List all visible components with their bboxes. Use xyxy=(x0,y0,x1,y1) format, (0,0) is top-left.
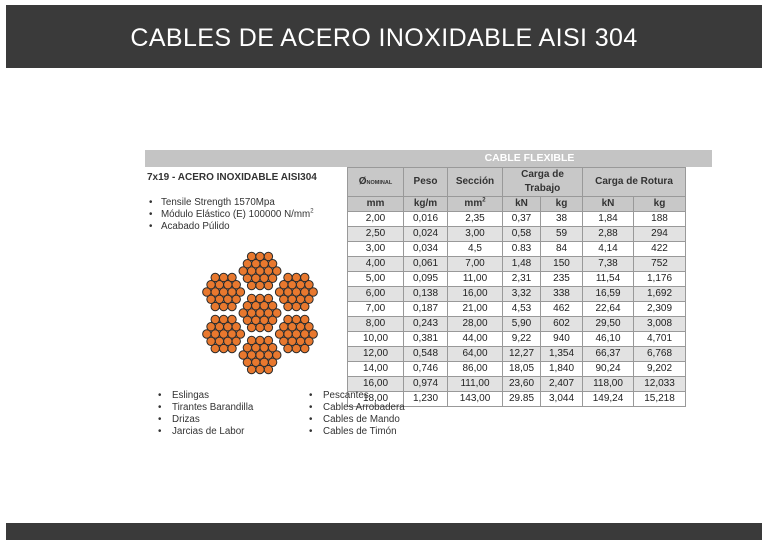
wire-circle xyxy=(232,323,240,331)
table-cell: 1,230 xyxy=(404,392,448,407)
table-cell: 12,00 xyxy=(348,347,404,362)
table-cell: 4,14 xyxy=(583,242,634,257)
table-cell: 16,00 xyxy=(448,287,503,302)
wire-circle xyxy=(219,273,227,281)
spec-item: • Módulo Elástico (E) 100000 $N/mm^2$ xyxy=(147,209,314,221)
table-cell: 12,033 xyxy=(634,377,686,392)
header-seccion: Sección xyxy=(448,168,503,197)
table-row xyxy=(348,257,686,272)
unit-mm2: $mm^2$ xyxy=(448,197,503,212)
table-row xyxy=(348,287,686,302)
wire-circle xyxy=(284,273,292,281)
wire-circle xyxy=(219,302,227,310)
table-cell: 29.85 xyxy=(503,392,541,407)
table-cell: 22,64 xyxy=(583,302,634,317)
unit-mm: mm xyxy=(348,197,404,212)
spec-item: • Tensile Strength 1570Mpa xyxy=(147,197,314,209)
table-row xyxy=(348,332,686,347)
table-cell: 38 xyxy=(541,212,583,227)
wire-circle xyxy=(284,315,292,323)
table-row xyxy=(348,317,686,332)
table-cell: 86,00 xyxy=(448,362,503,377)
table-cell: 0,095 xyxy=(404,272,448,287)
table-cell: 46,10 xyxy=(583,332,634,347)
table-cell: 0,381 xyxy=(404,332,448,347)
table-cell: 0,034 xyxy=(404,242,448,257)
table-cell: 602 xyxy=(541,317,583,332)
table-cell: 940 xyxy=(541,332,583,347)
table-cell: 0,016 xyxy=(404,212,448,227)
table-cell: 0,187 xyxy=(404,302,448,317)
table-cell: 3,00 xyxy=(348,242,404,257)
cable-cross-section-icon xyxy=(190,243,330,383)
wire-circle xyxy=(264,323,272,331)
table-cell: 6,768 xyxy=(634,347,686,362)
table-cell: 90,24 xyxy=(583,362,634,377)
table-row xyxy=(348,212,686,227)
table-cell: 84 xyxy=(541,242,583,257)
table-cell: 1,692 xyxy=(634,287,686,302)
wire-circle xyxy=(305,281,313,289)
table-cell: 7,38 xyxy=(583,257,634,272)
footer-bar xyxy=(6,523,762,540)
wire-circle xyxy=(228,344,236,352)
table-cell: 1,48 xyxy=(503,257,541,272)
table-row xyxy=(348,347,686,362)
table-units-row xyxy=(348,197,686,212)
table-cell: 3,044 xyxy=(541,392,583,407)
table-cell: 462 xyxy=(541,302,583,317)
wire-circle xyxy=(247,252,255,260)
spec-table xyxy=(347,167,686,407)
wire-circle xyxy=(292,344,300,352)
wire-circle xyxy=(219,315,227,323)
wire-circle xyxy=(292,315,300,323)
table-cell: 14,00 xyxy=(348,362,404,377)
table-cell: 0,061 xyxy=(404,257,448,272)
wire-circle xyxy=(268,302,276,310)
table-cell: 150 xyxy=(541,257,583,272)
table-cell: 11,54 xyxy=(583,272,634,287)
wire-circle xyxy=(256,365,264,373)
table-cell: 2,00 xyxy=(348,212,404,227)
table-cell: 1,354 xyxy=(541,347,583,362)
wire-circle xyxy=(232,281,240,289)
table-cell: 59 xyxy=(541,227,583,242)
table-cell: 0.83 xyxy=(503,242,541,257)
table-cell: 29,50 xyxy=(583,317,634,332)
table-cell: 11,00 xyxy=(448,272,503,287)
table-cell: 23,60 xyxy=(503,377,541,392)
header-bar xyxy=(6,5,762,68)
spec-item: • Acabado Púlido xyxy=(147,221,314,233)
header-diameter: ØNOMINAL xyxy=(348,168,404,197)
table-row xyxy=(348,227,686,242)
table-cell: 0,37 xyxy=(503,212,541,227)
wire-circle xyxy=(256,281,264,289)
table-cell: 1,84 xyxy=(583,212,634,227)
header-carga-trabajo: Carga de Trabajo xyxy=(503,168,583,197)
table-cell: 16,59 xyxy=(583,287,634,302)
application-item: • Cables Arrobadera xyxy=(309,402,405,414)
table-cell: 188 xyxy=(634,212,686,227)
table-cell: 2,35 xyxy=(448,212,503,227)
table-body xyxy=(348,212,686,407)
table-cell: 3,00 xyxy=(448,227,503,242)
table-cell: 9,202 xyxy=(634,362,686,377)
wire-circle xyxy=(305,323,313,331)
wire-circle xyxy=(211,315,219,323)
table-cell: 2,88 xyxy=(583,227,634,242)
unit-kn: kN xyxy=(583,197,634,212)
table-cell: 6,00 xyxy=(348,287,404,302)
table-cell: 3,008 xyxy=(634,317,686,332)
wire-circle xyxy=(256,294,264,302)
page-title: CABLES DE ACERO INOXIDABLE AISI 304 xyxy=(130,24,638,52)
table-cell: 0,58 xyxy=(503,227,541,242)
product-title: 7x19 - ACERO INOXIDABLE AISI304 xyxy=(147,172,317,183)
table-cell: 111,00 xyxy=(448,377,503,392)
spec-list xyxy=(147,197,314,233)
table-header-row xyxy=(348,168,686,197)
wire-circle xyxy=(256,323,264,331)
table-cell: 118,00 xyxy=(583,377,634,392)
table-cell: 4,53 xyxy=(503,302,541,317)
table-cell: 44,00 xyxy=(448,332,503,347)
table-cell: 9,22 xyxy=(503,332,541,347)
table-cell: 21,00 xyxy=(448,302,503,317)
header-carga-rotura: Carga de Rotura xyxy=(583,168,686,197)
table-cell: 0,243 xyxy=(404,317,448,332)
application-item: • Jarcias de Labor xyxy=(158,426,253,438)
application-item: • Cables de Timón xyxy=(309,426,405,438)
band-label: CABLE FLEXIBLE xyxy=(484,152,575,164)
table-cell: 66,37 xyxy=(583,347,634,362)
table-cell: 5,90 xyxy=(503,317,541,332)
table-cell: 10,00 xyxy=(348,332,404,347)
table-cell: 18,00 xyxy=(348,392,404,407)
table-cell: 143,00 xyxy=(448,392,503,407)
table-row xyxy=(348,272,686,287)
wire-circle xyxy=(301,302,309,310)
wire-circle xyxy=(268,260,276,268)
table-cell: 0,024 xyxy=(404,227,448,242)
table-cell: 235 xyxy=(541,272,583,287)
table-cell: 7,00 xyxy=(348,302,404,317)
table-cell: 2,407 xyxy=(541,377,583,392)
table-cell: 28,00 xyxy=(448,317,503,332)
wire-circle xyxy=(268,344,276,352)
table-cell: 8,00 xyxy=(348,317,404,332)
header-peso: Peso xyxy=(404,168,448,197)
table-cell: 18,05 xyxy=(503,362,541,377)
table-cell: 0,138 xyxy=(404,287,448,302)
unit-kgm: kg/m xyxy=(404,197,448,212)
wire-circle xyxy=(228,302,236,310)
table-cell: 0,746 xyxy=(404,362,448,377)
wire-circle xyxy=(264,365,272,373)
wire-circle xyxy=(247,336,255,344)
wire-circle xyxy=(247,294,255,302)
table-row xyxy=(348,302,686,317)
table-cell: 0,974 xyxy=(404,377,448,392)
table-cell: 4,701 xyxy=(634,332,686,347)
unit-kg: kg xyxy=(541,197,583,212)
table-cell: 5,00 xyxy=(348,272,404,287)
application-item: • Drizas xyxy=(158,414,253,426)
unit-kg: kg xyxy=(634,197,686,212)
application-item: • Pescantes xyxy=(309,390,405,402)
wire-circle xyxy=(256,252,264,260)
table-row xyxy=(348,242,686,257)
table-cell: 338 xyxy=(541,287,583,302)
application-item: • Tirantes Barandilla xyxy=(158,402,253,414)
applications-left xyxy=(158,390,253,438)
table-cell: 4,00 xyxy=(348,257,404,272)
wire-circle xyxy=(256,336,264,344)
unit-kn: kN xyxy=(503,197,541,212)
table-cell: 2,50 xyxy=(348,227,404,242)
application-item: • Eslingas xyxy=(158,390,253,402)
wire-circle xyxy=(301,344,309,352)
table-cell: 15,218 xyxy=(634,392,686,407)
table-cell: 149,24 xyxy=(583,392,634,407)
table-cell: 1,176 xyxy=(634,272,686,287)
table-cell: 3,32 xyxy=(503,287,541,302)
wire-circle xyxy=(292,273,300,281)
table-cell: 16,00 xyxy=(348,377,404,392)
wire-circle xyxy=(264,281,272,289)
table-cell: 64,00 xyxy=(448,347,503,362)
table-cell: 12,27 xyxy=(503,347,541,362)
table-cell: 422 xyxy=(634,242,686,257)
wire-circle xyxy=(211,273,219,281)
application-item: • Cables de Mando xyxy=(309,414,405,426)
table-cell: 1,840 xyxy=(541,362,583,377)
table-cell: 2,309 xyxy=(634,302,686,317)
wire-circle xyxy=(292,302,300,310)
table-cell: 294 xyxy=(634,227,686,242)
wire-circle xyxy=(219,344,227,352)
table-cell: 752 xyxy=(634,257,686,272)
table-cell: 2,31 xyxy=(503,272,541,287)
table-cell: 4,5 xyxy=(448,242,503,257)
applications-right xyxy=(309,390,405,438)
table-cell: 7,00 xyxy=(448,257,503,272)
table-row xyxy=(348,362,686,377)
table-cell: 0,548 xyxy=(404,347,448,362)
